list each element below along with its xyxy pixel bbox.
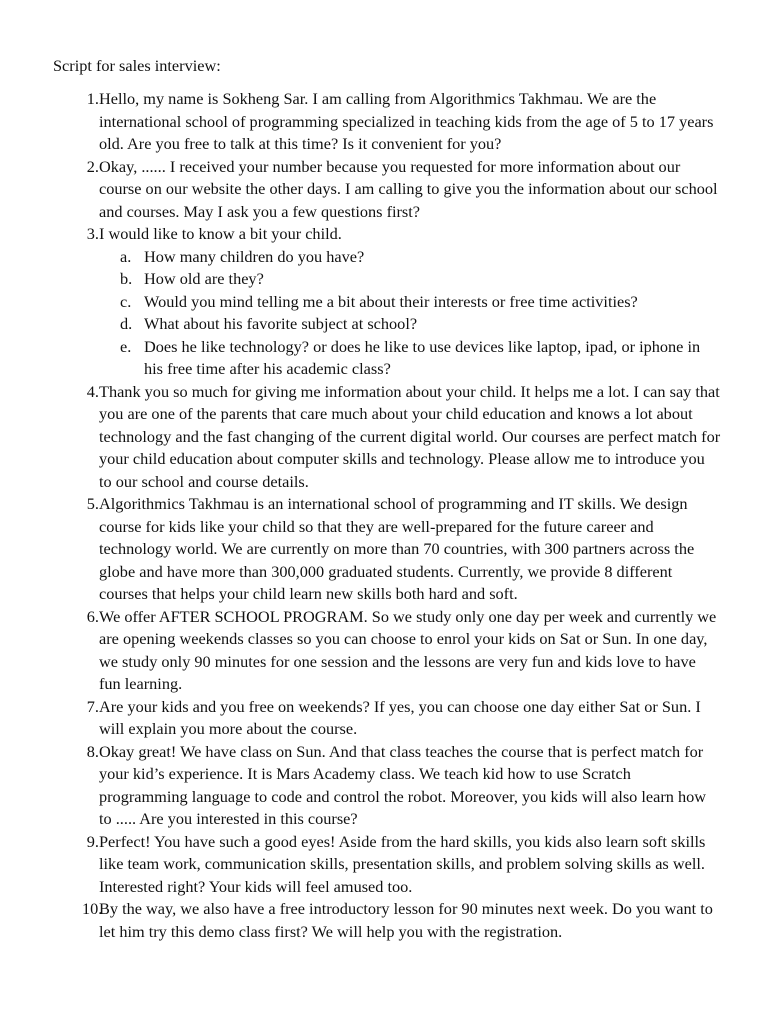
sublist-item-letter: a. <box>120 246 132 266</box>
sublist-item <box>120 268 721 291</box>
list-item-number: 10. <box>82 899 103 918</box>
list-item-text: Thank you so much for giving me information about your child. It helps me a lot. I can say that you are one of the parents that care much about your child education and knows a lot about technology and the fast changing of the current digital world. Our courses are perfect match for your child education about computer skills and technology. Please allow me to introduce you to our school and course details. <box>99 381 721 491</box>
list-item-text: Algorithmics Takhmau is an international school of programming and IT skills. We design course for kids like your child so that they are well-prepared for the future career and technology world. We are currently on more than 70 countries, with 300 partners across the globe and have more than 300,000 graduated students. Currently, we provide 8 different courses that helps your child learn new skills both hard and soft. <box>99 494 695 603</box>
list-item-text: We offer AFTER SCHOOL PROGRAM. So we study only one day per week and currently we are opening weekends classes so you can choose to enrol your kids on Sat or Sun. In one day, we study only 90 minutes for one session and the lessons are very fun and kids love to have fun learning. <box>99 606 717 693</box>
list-item <box>86 381 721 494</box>
sublist-item <box>120 291 721 314</box>
list-item-number: 1. <box>86 89 99 108</box>
sublist-item-letter: c. <box>120 291 132 311</box>
list-item-text: Okay, ...... I received your number because you requested for more information about our course on our website the other days. I am calling to give you the information about our school and courses. May I ask you a few questions first? <box>99 156 718 221</box>
list-item-text: Hello, my name is Sokheng Sar. I am calling from Algorithmics Takhmau. We are the international school of programming specialized in teaching kids from the age of 5 to 17 years old. Are you free to talk at this time? Is it convenient for you? <box>99 89 714 153</box>
list-item <box>86 741 721 831</box>
document-title: Script for sales interview: <box>53 56 221 75</box>
list-item <box>86 696 721 741</box>
list-item-text: By the way, we also have a free introductory lesson for 90 minutes next week. Do you want to let him try this demo class first? We will help you with the registration. <box>99 899 713 941</box>
list-item-number: 2. <box>86 156 99 176</box>
sublist-item-letter: b. <box>120 269 133 288</box>
sublist-item-letter: e. <box>120 336 132 356</box>
sublist-item-letter: d. <box>120 314 133 333</box>
list-item-number: 7. <box>86 696 99 716</box>
list-item-number: 5. <box>86 494 99 513</box>
list-item <box>82 898 721 943</box>
script-list <box>82 88 721 943</box>
list-item-number: 9. <box>86 831 99 851</box>
sublist-item-text: How old are they? <box>144 269 264 288</box>
list-item-number: 3. <box>86 224 99 243</box>
list-item <box>86 493 721 606</box>
list-item-text: I would like to know a bit your child. <box>99 224 342 243</box>
list-item <box>86 156 721 224</box>
sublist-item-text: Does he like technology? or does he like to use devices like laptop, ipad, or iphone in his free time after his academic class? <box>144 336 701 378</box>
sublist-item-text: What about his favorite subject at school? <box>144 314 418 333</box>
sublist-item <box>120 246 721 269</box>
question-sublist <box>99 246 721 381</box>
list-item-text: Are your kids and you free on weekends? If yes, you can choose one day either Sat or Sun. I will explain you more about the course. <box>99 696 701 738</box>
list-item <box>86 831 721 899</box>
list-item-number: 8. <box>86 741 99 761</box>
list-item-number: 4. <box>86 381 99 401</box>
list-item-number: 6. <box>86 606 99 626</box>
list-item <box>86 88 721 156</box>
sublist-item <box>120 313 721 336</box>
sublist-item <box>120 336 721 381</box>
list-item-text: Okay great! We have class on Sun. And that class teaches the course that is perfect match for your kid’s experience. It is Mars Academy class. We teach kid how to use Scratch programming language to code and control the robot. Moreover, you kids will also learn how to ..... Are you interested in this course? <box>99 741 707 828</box>
sublist-item-text: How many children do you have? <box>144 246 365 266</box>
list-item-text: Perfect! You have such a good eyes! Aside from the hard skills, you kids also learn soft skills like team work, communication skills, presentation skills, and problem solving skills as well. Interested right? Your kids will feel amused too. <box>99 831 706 896</box>
sublist-item-text: Would you mind telling me a bit about their interests or free time activities? <box>144 291 638 311</box>
list-item <box>86 223 721 381</box>
list-item <box>86 606 721 696</box>
